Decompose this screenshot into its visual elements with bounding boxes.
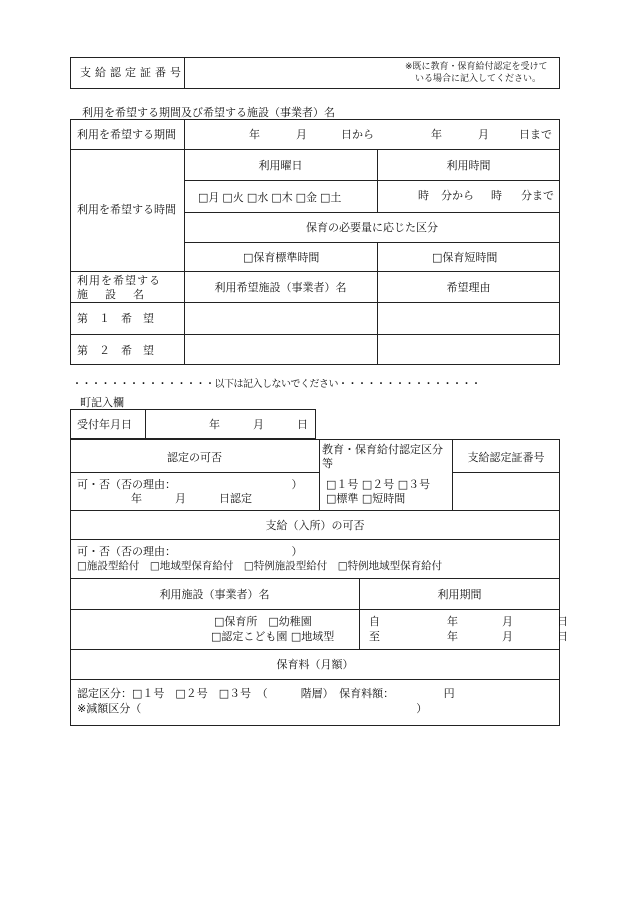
divider — [70, 149, 560, 150]
cert-number-note-2: いる場合に記入してください。 — [415, 74, 542, 84]
weekday-checkbox-fri[interactable]: □金 — [295, 191, 318, 204]
facility-label-2: 施 設 名 — [77, 288, 147, 301]
approval-header: 認定の可否 — [167, 451, 222, 464]
cert-number-label: 支給認定証番号 — [80, 66, 185, 79]
days-header: 利用曜日 — [258, 159, 303, 172]
provision-line-1: 可・否（否の理由： ） — [77, 545, 303, 558]
provision-header: 支給（入所）の可否 — [265, 519, 365, 532]
second-choice-label: 第 ２ 希 望 — [77, 344, 154, 357]
facility-label-1: 利用を希望する — [77, 274, 161, 287]
divider — [70, 472, 319, 473]
period-month-1: 月 — [296, 128, 307, 141]
period-from-date: 年 月 日 — [447, 615, 568, 628]
divider — [184, 242, 560, 243]
reception-date: 年 月 日 — [209, 418, 308, 431]
do-not-fill-divider: ・・・・・・・・・・・・・・・以下は記入しないでください・・・・・・・・・・・・・・・ — [72, 379, 481, 390]
divider — [70, 334, 560, 335]
divider — [70, 649, 560, 650]
standard-time-checkbox[interactable]: □保育標準時間 — [243, 251, 320, 264]
divider — [70, 578, 560, 579]
period-year-1: 年 — [249, 128, 260, 141]
divider — [377, 242, 378, 365]
hour-until: 時 — [491, 189, 502, 202]
period-to-label: 至 — [369, 630, 380, 643]
second-choice-facility-field[interactable] — [186, 336, 375, 363]
hours-header: 利用時間 — [446, 159, 491, 172]
first-choice-reason-field[interactable] — [379, 304, 558, 332]
divider — [70, 271, 560, 272]
period-header: 利用期間 — [437, 588, 482, 601]
reception-label: 受付年月日 — [77, 418, 132, 431]
period-from-label: 自 — [369, 615, 380, 628]
first-choice-facility-field[interactable] — [186, 304, 375, 332]
office-use-label: 町記入欄 — [80, 396, 124, 409]
divider — [184, 212, 560, 213]
facility-header: 利用施設（事業者）名 — [159, 588, 270, 601]
facility-type-line-1: □保育所 □幼稚園 — [214, 615, 312, 628]
reason-header: 希望理由 — [446, 281, 491, 294]
minute-until: 分まで — [521, 189, 554, 202]
facility-name-header: 利用希望施設（事業者）名 — [214, 281, 347, 294]
divider — [70, 302, 560, 303]
period-from: 日から — [341, 128, 374, 141]
provision-types: □施設型給付 □地域型保育給付 □特例施設型給付 □特例地域型保育給付 — [77, 560, 443, 572]
time-label: 利用を希望する時間 — [77, 203, 176, 216]
divider — [70, 609, 560, 610]
category-line-1: □１号 □２号 □３号 — [326, 478, 431, 491]
fee-line-1: 認定区分：□１号 □２号 □３号 （ 階層） 保育料額： 円 — [77, 687, 455, 700]
weekday-options — [198, 189, 341, 205]
need-header: 保育の必要量に応じた区分 — [306, 221, 438, 234]
period-month-2: 月 — [478, 128, 489, 141]
approval-line-2: 年 月 日認定 — [131, 492, 252, 505]
weekday-checkbox-thu[interactable]: □木 — [271, 191, 293, 204]
period-to-date: 年 月 日 — [447, 630, 568, 643]
weekday-checkbox-tue[interactable]: □火 — [222, 191, 244, 204]
divider — [184, 180, 560, 181]
divider — [70, 510, 560, 511]
weekday-checkbox-sat[interactable]: □土 — [320, 191, 342, 204]
fee-header: 保育料（月額） — [276, 658, 354, 671]
cert-number-header: 支給認定証番号 — [467, 451, 545, 464]
divider — [70, 679, 560, 680]
divider — [452, 472, 560, 473]
divider — [452, 439, 453, 510]
minute-from: 分から — [441, 189, 474, 202]
approval-line-1: 可・否（否の理由： ） — [77, 478, 303, 491]
divider — [145, 409, 146, 439]
period-label: 利用を希望する期間 — [77, 128, 176, 141]
divider — [319, 439, 320, 510]
period-year-2: 年 — [431, 128, 442, 141]
first-choice-label: 第 １ 希 望 — [77, 312, 154, 325]
category-header: 教育・保育給付認定区分等 — [322, 443, 443, 470]
category-line-2: □標準 □短時間 — [326, 492, 406, 505]
cert-number-note-1: ※既に教育・保育給付認定を受けて — [405, 62, 548, 72]
short-time-checkbox[interactable]: □保育短時間 — [432, 251, 498, 264]
second-choice-reason-field[interactable] — [379, 336, 558, 363]
facility-type-line-2: □認定こども園 □地域型 — [211, 630, 335, 643]
divider — [70, 539, 560, 540]
weekday-checkbox-mon[interactable]: □月 — [198, 191, 220, 204]
cert-number-field[interactable] — [186, 58, 386, 88]
divider — [184, 119, 185, 365]
weekday-checkbox-wed[interactable]: □水 — [246, 191, 269, 204]
section-title: 利用を希望する期間及び希望する施設（事業者）名 — [82, 106, 335, 119]
fee-line-2: ※減額区分（ ） — [77, 702, 428, 715]
period-until: 日まで — [519, 128, 552, 141]
hour-from: 時 — [418, 189, 429, 202]
